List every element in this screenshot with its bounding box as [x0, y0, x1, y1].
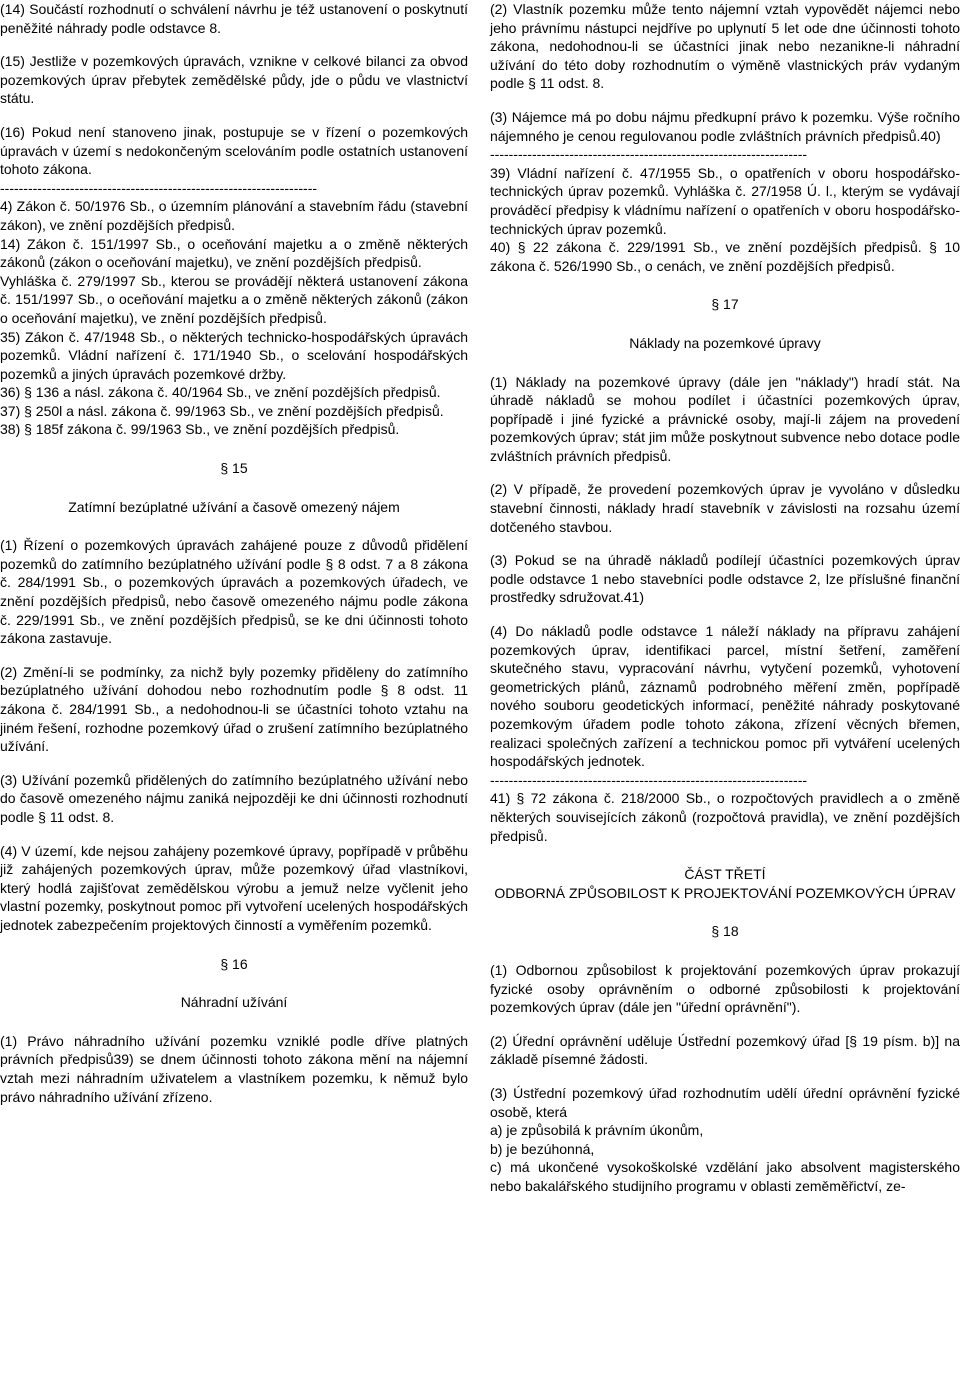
spacer: [0, 935, 468, 955]
section-heading: ODBORNÁ ZPŮSOBILOST K PROJEKTOVÁNÍ POZEMKOVÝCH ÚPRAV: [494, 884, 956, 901]
paragraph: a) je způsobilá k právním úkonům,: [490, 1122, 704, 1139]
section-heading: ČÁST TŘETÍ: [684, 866, 766, 883]
paragraph: (3) Pokud se na úhradě nákladů podílejí účastníci pozemkových úprav podle odstavce 1 nebo stavebníci podle odstavce 2, lze příslušné finanční prostředky sdružovat.41): [490, 552, 960, 606]
spacer: [490, 465, 960, 480]
paragraph: (1) Právo náhradního užívání pozemku vzniklé podle dříve platných právních předpisů39) se dnem účinnosti tohoto zákona mění na nájemní vztah mezi náhradním uživatelem a vlastníkem pozemku, k němuž bylo právo náhradního užívání zřízeno.: [0, 1032, 468, 1105]
section-heading: § 17: [711, 296, 739, 313]
spacer: [490, 1017, 960, 1032]
spacer: [0, 973, 468, 993]
footnote-separator: --------------------------------------------------------------------: [490, 146, 808, 163]
paragraph: (4) V území, kde nejsou zahájeny pozemkové úpravy, popřípadě v průběhu již zahájených pozemkových úprav, může pozemkový úřad vlastníkovi, který hodlá zajišťovat zemědělskou výrobu a jemuž nelze vyčlenit jeho vlastní pozemky, poskytnout pomoc při vytvoření ucelených hospodářských jednotek zabezpečením projektových činností a vyměřením pozemků.: [0, 842, 468, 933]
spacer: [490, 941, 960, 961]
paragraph: 40) § 22 zákona č. 229/1991 Sb., ve znění pozdějších předpisů. § 10 zákona č. 526/1990 Sb., o cenách, ve znění pozdějších předpisů.: [490, 239, 960, 274]
spacer: [490, 607, 960, 622]
paragraph: (3) Nájemce má po dobu nájmu předkupní právo k pozemku. Výše ročního nájemného je cenou regulovanou podle zvláštních právních předpisů.40): [490, 108, 960, 144]
right-column: [490, 0, 960, 1195]
paragraph: (2) Vlastník pozemku může tento nájemní vztah vypovědět nájemci nebo jeho právnímu nástupci nejdříve po uplynutí 5 let ode dne účinnosti tohoto zákona, nedohodnou-li se účastníci jinak nebo nezanikne-li náhradní užívání do této doby rozhodnutím o výměně vlastnických práv vydaným podle § 11 odst. 8.: [490, 1, 960, 92]
paragraph: (16) Pokud není stanoveno jinak, postupuje se v řízení o pozemkových úpravách v území s nedokončeným scelováním podle ostatních ustanovení tohoto zákona.: [0, 123, 468, 178]
paragraph: 41) § 72 zákona č. 218/2000 Sb., o rozpočtových pravidlech a o změně některých souvisejících zákonů (rozpočtová pravidla), ve znění pozdějších předpisů.: [490, 790, 960, 844]
paragraph: 38) § 185f zákona č. 99/1963 Sb., ve znění pozdějších předpisů.: [0, 421, 400, 438]
section-heading: Náklady na pozemkové úpravy: [629, 334, 821, 351]
section-heading: § 16: [220, 955, 248, 972]
spacer: [0, 1012, 468, 1032]
paragraph: (1) Odbornou způsobilost k projektování pozemkových úprav prokazují fyzické osoby oprávněním o odborné způsobilosti k projektování pozemkových úprav (dále jen "úřední oprávnění").: [490, 961, 960, 1016]
paragraph: 37) § 250l a násl. zákona č. 99/1963 Sb., ve znění pozdějších předpisů.: [0, 402, 444, 419]
spacer: [0, 478, 468, 498]
paragraph: 36) § 136 a násl. zákona č. 40/1964 Sb., ve znění pozdějších předpisů.: [0, 384, 441, 401]
spacer: [0, 108, 468, 123]
section-heading: Náhradní užívání: [180, 994, 288, 1011]
paragraph: (3) Užívání pozemků přidělených do zatímního bezúplatného užívání nebo do časově omezeného nájmu zaniká nejpozději ke dni účinnosti rozhodnutí podle § 11 odst. 8.: [0, 771, 468, 825]
paragraph: (3) Ústřední pozemkový úřad rozhodnutím udělí úřední oprávnění fyzické osobě, která: [490, 1084, 960, 1120]
spacer: [490, 845, 960, 865]
paragraph: c) má ukončené vysokoškolské vzdělání jako absolvent magisterského nebo bakalářského studijního programu v oblasti zeměměřictví, ze-: [490, 1159, 960, 1194]
paragraph: (15) Jestliže v pozemkových úpravách, vznikne v celkové bilanci za obvod pozemkových úprav přebytek zemědělské půdy, jde o půdu ve vlastnictví státu.: [0, 53, 468, 107]
left-column: [0, 0, 468, 1106]
paragraph: (2) Změní-li se podmínky, za nichž byly pozemky přiděleny do zatímního bezúplatného užívání dohodou nebo rozhodnutím podle § 8 odst. 11 zákona č. 284/1991 Sb., a nedohodnou-li se účastníci tohoto vztahu na jiném řešení, rozhodne pozemkový úřad o zrušení zatímního bezúplatného užívání.: [0, 663, 468, 755]
paragraph: 35) Zákon č. 47/1948 Sb., o některých technicko-hospodářských úpravách pozemků. Vládní nařízení č. 171/1940 Sb., o scelování hospodářských pozemků a jiných úpravách pozemkové držby.: [0, 328, 468, 382]
section-heading: § 15: [220, 460, 248, 477]
paragraph: (2) Úřední oprávnění uděluje Ústřední pozemkový úřad [§ 19 písm. b)] na základě písemné žádosti.: [490, 1032, 960, 1068]
spacer: [0, 827, 468, 842]
spacer: [490, 275, 960, 295]
paragraph: (1) Náklady na pozemkové úpravy (dále jen "náklady") hradí stát. Na úhradě nákladů se mohou podílet i účastníci pozemkových úprav, popřípadě i jiné fyzické a právnické osoby, mají-li zájem na provedení pozemkových úprav; stát jim může poskytnout subvence nebo dotace podle zvláštních právních předpisů.: [490, 373, 960, 464]
paragraph: 39) Vládní nařízení č. 47/1955 Sb., o opatřeních v oboru hospodářsko-technických úprav pozemků. Vyhláška č. 27/1958 Ú. l., kterým se vydávají prováděcí předpisy k vládnímu nařízení o opatřeních v oboru hospodářsko-technických úprav pozemků.: [490, 164, 960, 237]
paragraph: Vyhláška č. 279/1997 Sb., kterou se provádějí některá ustanovení zákona č. 151/1997 Sb., o oceňování majetku a o změně některých zákonů (zákon o oceňování majetku), ve znění pozdějších předpisů.: [0, 272, 468, 326]
spacer: [490, 902, 960, 922]
section-heading: § 18: [711, 923, 739, 940]
spacer: [490, 314, 960, 334]
spacer: [0, 439, 468, 459]
spacer: [0, 516, 468, 536]
paragraph: b) je bezúhonná,: [490, 1140, 595, 1157]
spacer: [490, 536, 960, 551]
paragraph: (1) Řízení o pozemkových úpravách zahájené pouze z důvodů přidělení pozemků do zatímního bezúplatného užívání podle § 8 odst. 7 a 8 zákona č. 284/1991 Sb., o pozemkových úpravách a pozemkových úřadech, ve znění pozdějších předpisů, nebo časově omezeného nájmu podle zákona č. 229/1991 Sb., ve znění pozdějších předpisů, se ke dni účinnosti tohoto zákona zastavuje.: [0, 537, 468, 647]
spacer: [0, 756, 468, 771]
paragraph: 4) Zákon č. 50/1976 Sb., o územním plánování a stavebním řádu (stavební zákon), ve znění pozdějších předpisů.: [0, 198, 468, 233]
spacer: [0, 37, 468, 52]
spacer: [490, 1069, 960, 1084]
section-heading: Zatímní bezúplatné užívání a časově omezený nájem: [68, 498, 400, 515]
footnote-separator: --------------------------------------------------------------------: [0, 179, 318, 196]
spacer: [490, 93, 960, 108]
spacer: [0, 648, 468, 663]
paragraph: (14) Součástí rozhodnutí o schválení návrhu je též ustanovení o poskytnutí peněžité náhrady podle odstavce 8.: [0, 1, 468, 36]
paragraph: (2) V případě, že provedení pozemkových úprav je vyvoláno v důsledku stavební činnosti, náklady hradí stavebník v závislosti na rozsahu území dotčeného stavbou.: [490, 481, 960, 535]
footnote-separator: --------------------------------------------------------------------: [490, 771, 808, 788]
spacer: [490, 353, 960, 373]
paragraph: (4) Do nákladů podle odstavce 1 náleží náklady na přípravu zahájení pozemkových úprav, identifikaci parcel, místní šetření, zaměření skutečného stavu, vypracování návrhu, vytyčení pozemků, vyhotovení geometrických plánů, záznamů podrobného měření změn, popřípadě nového souboru geodetických informací, peněžité náhrady poskytované pozemkovým úřadem podle tohoto zákona, zřízení věcných břemen, realizaci společných zařízení a technickou pomoc při vytváření ucelených hospodářských jednotek.: [490, 623, 960, 770]
paragraph: 14) Zákon č. 151/1997 Sb., o oceňování majetku a o změně některých zákonů (zákon o oceňování majetku), ve znění pozdějších předpisů.: [0, 235, 468, 271]
